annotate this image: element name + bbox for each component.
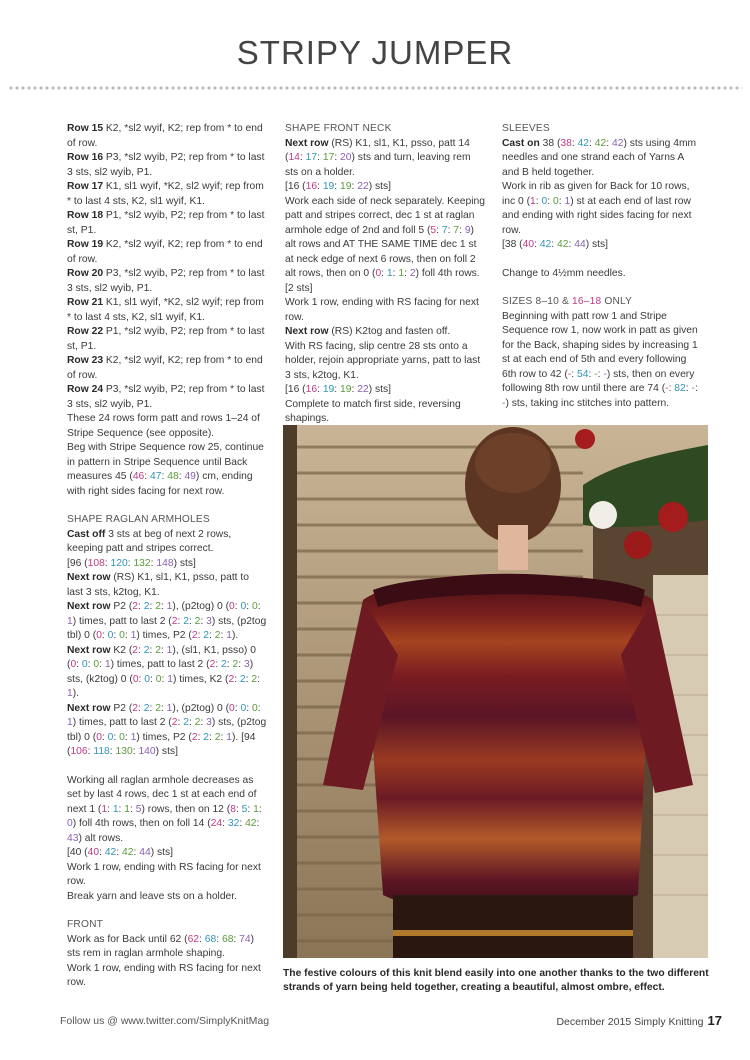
- instruction: Next row (RS) K1, sl1, K1, psso, patt 14 (14: 17: 17: 20) sts and turn, leaving rem sts on a holder.: [285, 137, 471, 178]
- column-2: [285, 122, 485, 427]
- stitch-count: [40 (40: 42: 42: 44) sts]: [67, 847, 173, 858]
- section-heading: FRONT: [67, 919, 104, 930]
- paragraph: These 24 rows form patt and rows 1–24 of Stripe Sequence (see opposite).: [67, 413, 260, 439]
- pattern-row: Row 17 K1, sl1 wyif, *K2, sl2 wyif; rep from * to last 4 sts, K2, sl1 wyif, K1.: [67, 181, 264, 207]
- instruction: Cast off 3 sts at beg of next 2 rows, keeping patt and stripes correct.: [67, 528, 232, 554]
- instruction: Next row K2 (2: 2: 2: 1), (sl1, K1, psso) 0 (0: 0: 0: 1) times, patt to last 2 (2: 2: 2: 3) sts, (k2tog) 0 (0: 0: 0: 1) times, K2 (2: 2: 2: 1).: [67, 644, 260, 699]
- section-heading: SHAPE RAGLAN ARMHOLES: [67, 514, 210, 525]
- paragraph: Work 1 row, ending with RS facing for next row.: [67, 861, 261, 887]
- dotted-divider: [8, 86, 742, 90]
- paragraph: Work 1 row, ending with RS facing for next row.: [67, 962, 261, 988]
- section-heading: SHAPE FRONT NECK: [285, 123, 392, 134]
- paragraph: Change to 4½mm needles.: [502, 267, 626, 279]
- instruction: Next row (RS) K2tog and fasten off.: [285, 326, 451, 337]
- paragraph: Working all raglan armhole decreases as set by last 4 rows, dec 1 st at each end of next 1 (1: 1: 1: 5) rows, then on 12 (8: 5: 1: 0) foll 4th rows, then on foll 14 (24: 32: 42: 43) alt rows.: [67, 774, 262, 844]
- pattern-row: Row 15 K2, *sl2 wyif, K2; rep from * to end of row.: [67, 123, 263, 149]
- paragraph: Complete to match first side, reversing shapings.: [285, 398, 461, 424]
- paragraph: Beginning with patt row 1 and Stripe Sequence row 1, now work in patt as given for the Back, shaping sides by increasing 1 st at each end of 5th and every following 6th row to 42 (-: 54: -: -) sts, then on every following 8th row until there are 74 (-: 82: -: -) sts, taking inc stitches into pattern.: [502, 310, 698, 409]
- paragraph: Beg with Stripe Sequence row 25, continue in pattern in Stripe Sequence until Back measures 45 (46: 47: 48: 49) cm, ending with right sides facing for next row.: [67, 442, 264, 497]
- stitch-count: [16 (16: 19: 19: 22) sts]: [285, 181, 391, 192]
- page-number: 17: [707, 1013, 722, 1028]
- page-title: STRIPY JUMPER: [236, 34, 514, 71]
- jumper-photo: [283, 425, 708, 958]
- photo-caption: The festive colours of this knit blend easily into one another thanks to the two different strands of yarn being held together, creating a beautiful, almost ombre, effect.: [283, 968, 709, 993]
- pattern-row: Row 24 P3, *sl2 wyib, P2; rep from * to last 3 sts, sl2 wyib, P1.: [67, 384, 265, 410]
- section-heading: SIZES 8–10 & 16–18 ONLY: [502, 296, 633, 307]
- instruction: Next row P2 (2: 2: 2: 1), (p2tog) 0 (0: 0: 0: 1) times, patt to last 2 (2: 2: 2: 3) sts, (p2tog tbl) 0 (0: 0: 0: 1) times, P2 (2: 2: 2: 1). [94 (106: 118: 130: 140) sts]: [67, 702, 267, 757]
- stitch-count: [38 (40: 42: 42: 44) sts]: [502, 239, 608, 250]
- paragraph: Work 1 row, ending with RS facing for next row.: [285, 297, 479, 323]
- pattern-row: Row 16 P3, *sl2 wyib, P2; rep from * to last 3 sts, sl2 wyib, P1.: [67, 152, 265, 178]
- paragraph: Work as for Back until 62 (62: 68: 68: 74) sts rem in raglan armhole shaping.: [67, 933, 255, 959]
- pattern-row: Row 20 P3, *sl2 wyib, P2; rep from * to last 3 sts, sl2 wyib, P1.: [67, 268, 265, 294]
- paragraph: Work each side of neck separately. Keeping patt and stripes correct, dec 1 st at raglan armhole edge of 2nd and foll 5 (5: 7: 7: 9) alt rows and AT THE SAME TIME dec 1 st at neck edge of next 6 rows, then on foll 2 alt rows, then on 0 (0: 1: 1: 2) foll 4th rows. [2 sts]: [285, 195, 485, 294]
- column-3: [502, 122, 702, 411]
- footer-issue: [556, 1013, 722, 1028]
- footer-issue-label: December 2015 Simply Knitting: [556, 1016, 704, 1028]
- stitch-count: [96 (108: 120: 132: 148) sts]: [67, 557, 196, 569]
- pattern-row: Row 22 P1, *sl2 wyib, P2; rep from * to last st, P1.: [67, 326, 265, 352]
- paragraph: Work in rib as given for Back for 10 rows, inc 0 (1: 0: 0: 1) st at each end of last row and ending with right sides facing for next row.: [502, 181, 692, 236]
- footer-twitter: Follow us @ www.twitter.com/SimplyKnitMag: [60, 1015, 270, 1027]
- paragraph: With RS facing, slip centre 28 sts onto a holder, rejoin appropriate yarns, patt to last 3 sts, k2tog, K1.: [285, 340, 481, 381]
- pattern-row: Row 21 K1, sl1 wyif, *K2, sl2 wyif; rep from * to last 4 sts, K2, sl1 wyif, K1.: [67, 297, 264, 323]
- pattern-row: Row 23 K2, *sl2 wyif, K2; rep from * to end of row.: [67, 355, 263, 381]
- section-heading: SLEEVES: [502, 123, 550, 134]
- pattern-row: Row 18 P1, *sl2 wyib, P2; rep from * to last st, P1.: [67, 210, 265, 236]
- photo-illustration: [283, 425, 708, 958]
- row-list: [67, 122, 267, 412]
- column-1: [67, 122, 267, 991]
- paragraph: Break yarn and leave sts on a holder.: [67, 890, 238, 902]
- instruction: Cast on 38 (38: 42: 42: 42) sts using 4mm needles and one strand each of Yarns A and B held together.: [502, 137, 697, 178]
- pattern-row: Row 19 K2, *sl2 wyif, K2; rep from * to end of row.: [67, 239, 263, 265]
- instruction: Next row (RS) K1, sl1, K1, psso, patt to last 3 sts, k2tog, K1.: [67, 572, 249, 598]
- stitch-count: [16 (16: 19: 19: 22) sts]: [285, 384, 391, 395]
- instruction: Next row P2 (2: 2: 2: 1), (p2tog) 0 (0: 0: 0: 1) times, patt to last 2 (2: 2: 2: 3) sts, (p2tog tbl) 0 (0: 0: 0: 1) times, P2 (2: 2: 2: 1).: [67, 601, 267, 641]
